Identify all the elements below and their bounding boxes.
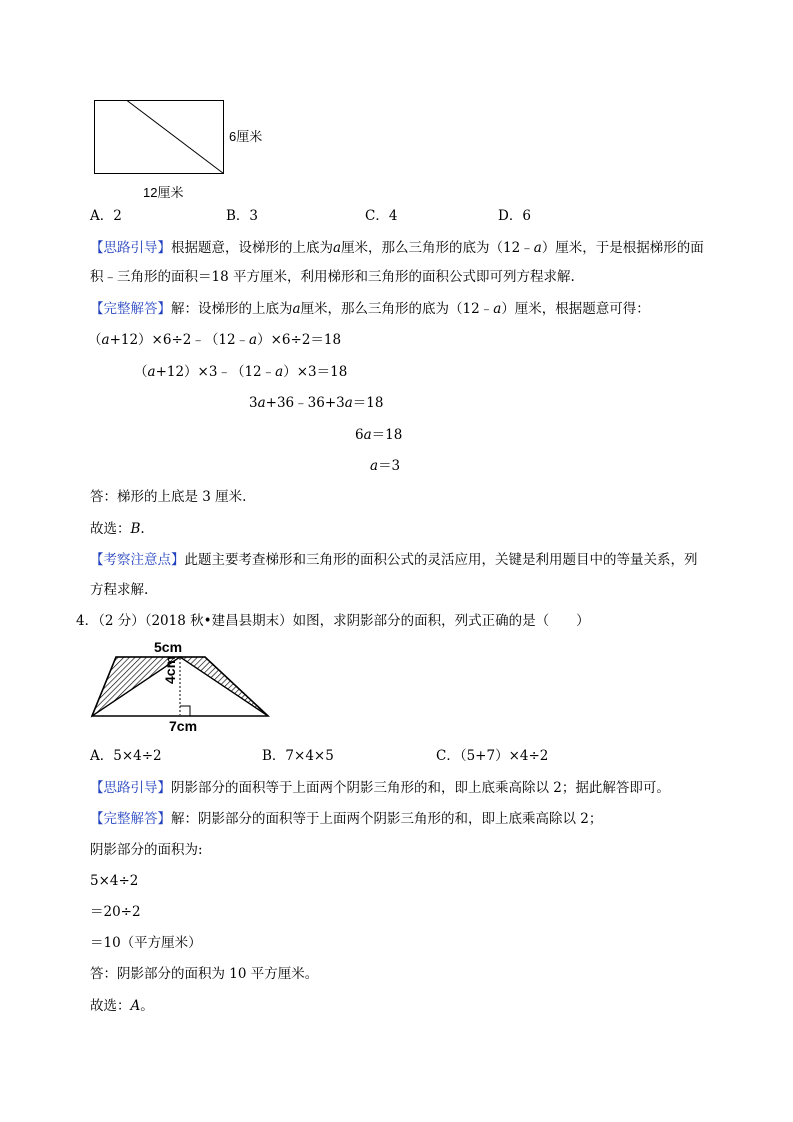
trap-top-label: 5cm — [154, 639, 183, 655]
q3-note-line1: 【考察注意点】此题主要考查梯形和三角形的面积公式的灵活应用，关键是利用题目中的等量关系，列 — [90, 552, 698, 568]
q4-choice: 故选：A。 — [90, 998, 154, 1014]
q4-stem: 4．（2 分）（2018 秋•建昌县期末）如图，求阴影部分的面积，列式正确的是（ ） — [76, 613, 590, 629]
q4-option-b: B．7×4×5 — [262, 748, 334, 764]
note-tag: 【考察注意点】 — [90, 552, 185, 568]
rect-height-label: 6厘米 — [229, 129, 263, 144]
q4-answer: 答：阴影部分的面积为 10 平方厘米。 — [90, 966, 319, 982]
rect-width-label: 12厘米 — [143, 185, 184, 200]
q3-option-a: A．2 — [90, 208, 122, 224]
trap-height-label: 4cm — [162, 655, 178, 684]
trap-bottom-label: 7cm — [169, 718, 198, 734]
q4-solution: 【完整解答】解：阴影部分的面积等于上面两个阴影三角形的和，即上底乘高除以 2； — [90, 811, 603, 827]
q3-eq5: a＝3 — [370, 458, 401, 474]
q4-line1: 阴影部分的面积为: — [90, 842, 203, 858]
q3-note-line2: 方程求解. — [90, 582, 149, 598]
q3-option-b: B．3 — [226, 208, 259, 224]
q4-line2: 5×4÷2 — [90, 873, 139, 889]
q3-answer: 答：梯形的上底是 3 厘米. — [90, 489, 247, 505]
q3-hint-line2: 积﹣三角形的面积＝18 平方厘米，利用梯形和三角形的面积公式即可列方程求解. — [90, 269, 575, 285]
hint-tag: 【思路引导】 — [90, 240, 171, 256]
q4-option-a: A．5×4÷2 — [90, 748, 162, 764]
q4-line4: ＝10（平方厘米） — [90, 935, 202, 951]
q4-line3: ＝20÷2 — [90, 904, 141, 920]
q3-option-d: D．6 — [498, 208, 531, 224]
q3-option-c: C．4 — [365, 208, 398, 224]
q3-eq1: （a+12）×6÷2﹣（12﹣a）×6÷2＝18 — [88, 332, 342, 348]
trapezoid-figure — [0, 0, 1, 1]
q4-hint: 【思路引导】阴影部分的面积等于上面两个阴影三角形的和，即上底乘高除以 2；据此解答即可。 — [90, 780, 670, 796]
q4-option-c: C．（5+7）×4÷2 — [436, 748, 549, 764]
q3-hint-line1: 【思路引导】根据题意，设梯形的上底为a厘米，那么三角形的底为（12﹣a）厘米，于是根据梯形的面 — [90, 240, 704, 256]
q3-choice: 故选：B. — [90, 521, 145, 537]
solution-tag: 【完整解答】 — [90, 301, 171, 317]
q3-eq3: 3a+36﹣36+3a＝18 — [249, 395, 384, 411]
q3-eq4: 6a＝18 — [355, 427, 403, 443]
q3-solution-line: 【完整解答】解：设梯形的上底为a厘米，那么三角形的底为（12﹣a）厘米，根据题意可得： — [90, 301, 650, 317]
q3-eq2: （a+12）×3﹣（12﹣a）×3＝18 — [134, 364, 348, 380]
